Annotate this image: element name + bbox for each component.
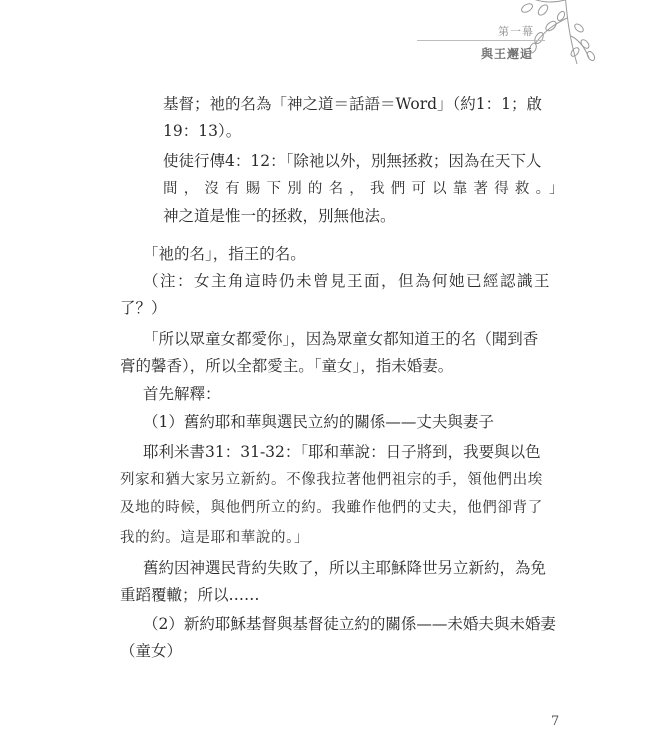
header-divider	[417, 40, 545, 41]
paragraph-line: 首先解釋：	[143, 385, 221, 403]
paragraph-line: 膏的馨香），所以全都愛主。「童女」，指未婚妻。	[120, 357, 454, 375]
section-heading-1: （1）舊約耶和華與選民立約的關係——丈夫與妻子	[143, 413, 494, 431]
text-line: 基督；祂的名為「神之道＝話語＝Word」（約1：1；啟	[163, 95, 543, 113]
section-heading-2: （2）新約耶穌基督與基督徒立約的關係——未婚夫與未婚妻	[143, 615, 556, 633]
note-line: （注：女主角這時仍未曾見王面，但為何她已經認識王	[143, 272, 552, 290]
chapter-number: 第一幕	[498, 25, 534, 38]
paragraph-line: 「祂的名」，指王的名。	[143, 245, 306, 263]
text-line: 19：13）。	[163, 122, 242, 140]
scripture-quote-line: 及地的時候，與他們所立的約。我雖作他們的丈夫，他們卻背了	[120, 500, 543, 516]
paragraph-line: （童女）	[120, 642, 183, 660]
scripture-line: 耶利米書31：31-32：「耶和華說：日子將到，我要與以色	[143, 443, 541, 461]
paragraph-line: 舊約因神選民背約失敗了，所以主耶穌降世另立新約，為免	[143, 559, 547, 577]
scripture-quote-line: 我的約。這是耶和華說的。」	[120, 530, 310, 546]
note-line: 了？）	[120, 299, 167, 317]
chapter-title: 與王邂逅	[481, 47, 534, 61]
text-line: 使徒行傳4：12：「除祂以外，別無拯救；因為在天下人	[163, 152, 542, 170]
text-line: 神之道是惟一的拯救，別無他法。	[163, 207, 396, 225]
scripture-quote-line: 列家和猶大家另立新約。不像我拉著他們祖宗的手，領他們出埃	[120, 472, 543, 488]
scripture-quote-line: 間，沒有賜下別的名，我們可以靠著得救。」	[163, 181, 570, 197]
page-number: 7	[551, 714, 560, 729]
running-header	[0, 0, 650, 80]
paragraph-line: 重蹈覆轍；所以……	[120, 586, 260, 604]
paragraph-line: 「所以眾童女都愛你」，因為眾童女都知道王的名（聞到香	[143, 330, 539, 348]
